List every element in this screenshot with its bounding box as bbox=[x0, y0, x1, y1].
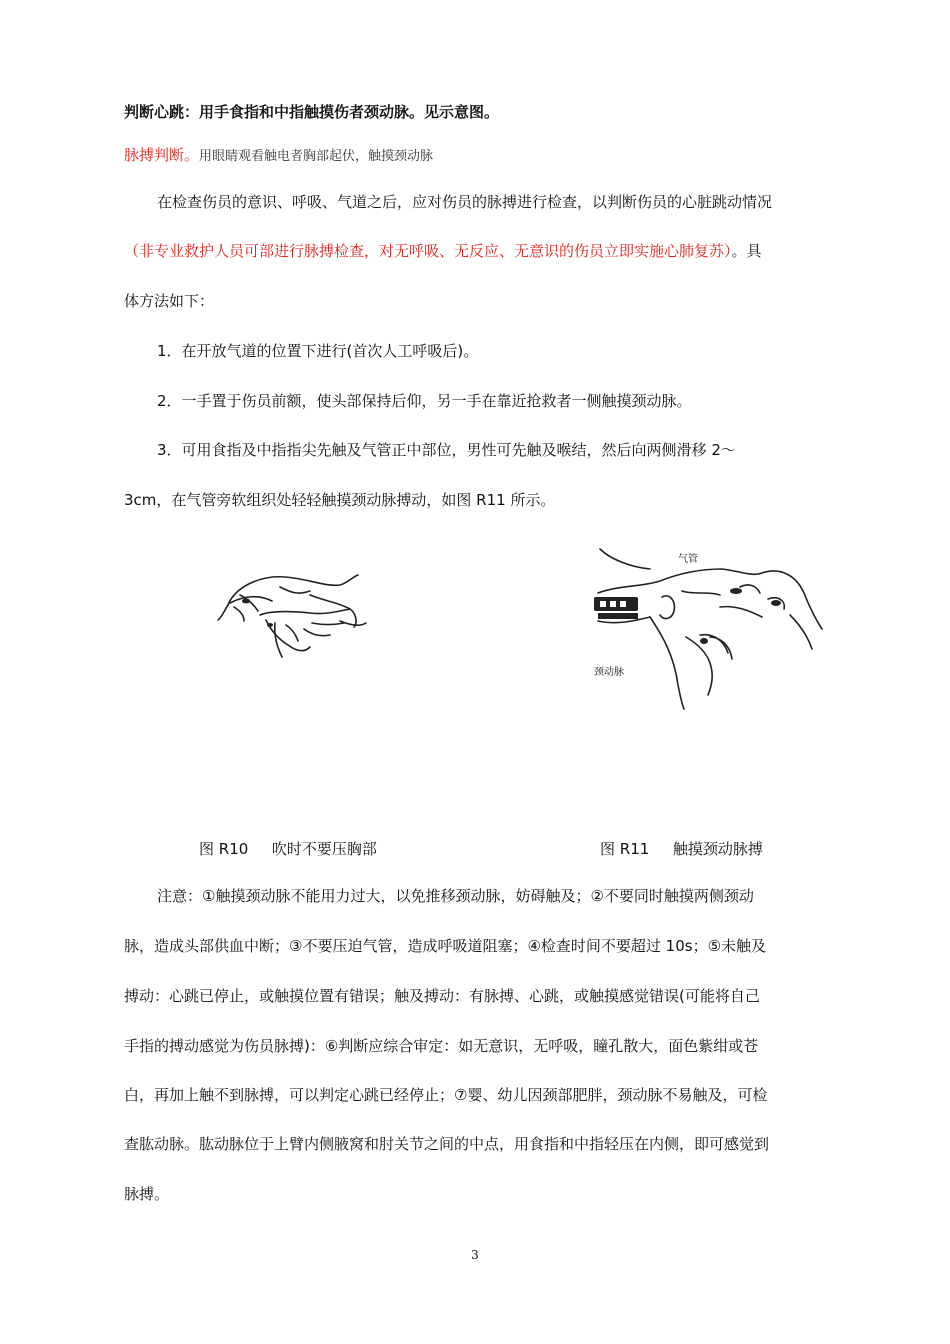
pulse-line bbox=[124, 145, 433, 167]
figure-r11 bbox=[590, 545, 830, 710]
step-3: 3．可用食指及中指指尖先触及气管正中部位，男性可先触及喉结，然后向两侧滑移 2～ bbox=[157, 441, 736, 459]
note-line-7: 脉搏。 bbox=[124, 1185, 170, 1203]
red-note: （非专业救护人员可部进行脉搏检查，对无呼吸、无反应、无意识的伤员立即实施心肺复苏） bbox=[124, 242, 732, 260]
intro-line-3: 体方法如下： bbox=[124, 292, 215, 310]
heading: 判断心跳：用手食指和中指触摸伤者颈动脉。见示意图。 bbox=[124, 103, 500, 121]
label-carotid-artery: 颈动脉 bbox=[594, 667, 624, 678]
step-2: 2．一手置于伤员前额，使头部保持后仰，另一手在靠近抢救者一侧触摸颈动脉。 bbox=[157, 392, 692, 410]
step-1: 1．在开放气道的位置下进行(首次人工呼吸后)。 bbox=[157, 342, 479, 360]
step-3-cont: 3cm，在气管旁软组织处轻轻触摸颈动脉搏动，如图 R11 所示。 bbox=[124, 491, 556, 509]
figure-r10-illustration bbox=[200, 565, 370, 665]
intro-line-2 bbox=[124, 241, 762, 261]
caption-r10-text: 吹时不要压胸部 bbox=[271, 840, 377, 858]
note-line-5: 白，再加上触不到脉搏，可以判定心跳已经停止；⑦婴、幼儿因颈部肥胖，颈动脉不易触及，可检 bbox=[124, 1086, 768, 1104]
intro-line-1: 在检查伤员的意识、呼吸、气道之后，应对伤员的脉搏进行检查，以判断伤员的心脏跳动情况 bbox=[157, 193, 773, 211]
note-line-3: 搏动：心跳已停止，或触摸位置有错误；触及搏动：有脉搏、心跳，或触摸感觉错误(可能将自己 bbox=[124, 987, 760, 1005]
note-line-6: 查肱动脉。肱动脉位于上臂内侧腋窝和肘关节之间的中点，用食指和中指轻压在内侧，即可感觉到 bbox=[124, 1135, 770, 1153]
note-line-4: 手指的搏动感觉为伤员脉搏)：⑥判断应综合审定：如无意识，无呼吸，瞳孔散大，面色紫绀或苍 bbox=[124, 1037, 759, 1055]
note-line-2: 脉，造成头部供血中断；③不要压迫气管，造成呼吸道阻塞；④检查时间不要超过 10s；⑤未触及 bbox=[124, 937, 767, 955]
caption-r10-label: 图 R10 bbox=[199, 840, 249, 858]
caption-r10 bbox=[199, 838, 377, 859]
note-line-1: 注意：①触摸颈动脉不能用力过大，以免推移颈动脉，妨碍触及；②不要同时触摸两侧颈动 bbox=[157, 887, 754, 905]
caption-r11 bbox=[600, 838, 763, 859]
label-trachea: 气管 bbox=[678, 554, 698, 565]
pulse-label: 脉搏判断。 bbox=[124, 146, 200, 164]
caption-r11-text: 触摸颈动脉搏 bbox=[672, 840, 763, 858]
pulse-text: 用眼睛观看触电者胸部起伏，触摸颈动脉 bbox=[199, 149, 434, 164]
intro-tail: 。具 bbox=[731, 242, 762, 260]
caption-r11-label: 图 R11 bbox=[600, 840, 650, 858]
page-number: 3 bbox=[471, 1248, 479, 1262]
figure-r11-illustration bbox=[590, 545, 830, 710]
